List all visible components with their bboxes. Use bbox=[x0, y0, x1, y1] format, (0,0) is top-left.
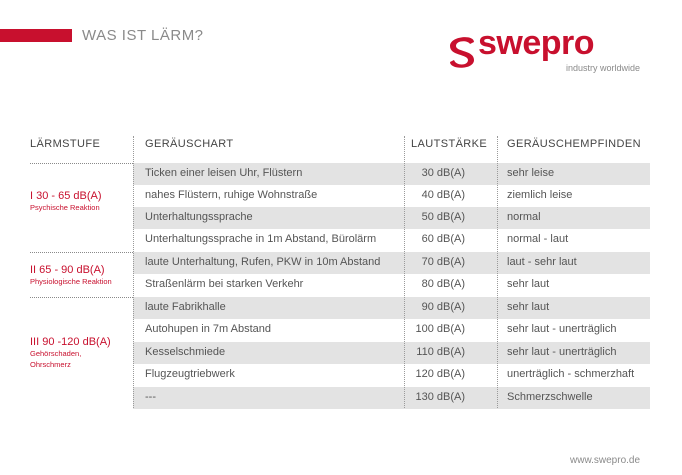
level-description: Ohrschmerz bbox=[30, 360, 71, 369]
level-description: Psychische Reaktion bbox=[30, 203, 100, 212]
noise-cell: --- bbox=[145, 391, 156, 403]
noise-cell: laute Unterhaltung, Rufen, PKW in 10m Abstand bbox=[145, 256, 381, 268]
col-header-geraeuschempfinden: GERÄUSCHEMPFINDEN bbox=[507, 138, 641, 150]
volume-cell: 50 dB(A) bbox=[421, 211, 465, 223]
noise-cell: Autohupen in 7m Abstand bbox=[145, 323, 271, 335]
perception-cell: sehr laut bbox=[507, 278, 550, 290]
table-row bbox=[133, 185, 650, 207]
level-range: I 30 - 65 dB(A) bbox=[30, 190, 102, 202]
col-header-geraeuschart: GERÄUSCHART bbox=[145, 138, 234, 150]
volume-cell: 100 dB(A) bbox=[415, 323, 465, 335]
perception-cell: sehr laut bbox=[507, 301, 550, 313]
noise-cell: Straßenlärm bei starken Verkehr bbox=[145, 278, 304, 290]
volume-cell: 120 dB(A) bbox=[415, 368, 465, 380]
level-description: Physiologische Reaktion bbox=[30, 277, 112, 286]
accent-bar bbox=[0, 29, 72, 42]
volume-cell: 60 dB(A) bbox=[421, 233, 465, 245]
level-divider bbox=[30, 297, 133, 298]
table-row bbox=[133, 364, 650, 386]
level-description: Gehörschaden, bbox=[30, 349, 82, 358]
level-range: III 90 -120 dB(A) bbox=[30, 336, 111, 348]
noise-cell: Unterhaltungssprache bbox=[145, 211, 253, 223]
perception-cell: normal bbox=[507, 211, 541, 223]
volume-cell: 80 dB(A) bbox=[421, 278, 465, 290]
col-header-laermstufe: LÄRMSTUFE bbox=[30, 138, 101, 150]
perception-cell: sehr leise bbox=[507, 167, 555, 179]
table-row bbox=[133, 297, 650, 319]
perception-cell: ziemlich leise bbox=[507, 189, 573, 201]
perception-cell: Schmerzschwelle bbox=[507, 391, 593, 403]
column-divider bbox=[497, 136, 498, 408]
perception-cell: normal - laut bbox=[507, 233, 569, 245]
noise-cell: Ticken einer leisen Uhr, Flüstern bbox=[145, 167, 303, 179]
noise-cell: Kesselschmiede bbox=[145, 346, 226, 358]
table-row bbox=[133, 387, 650, 409]
volume-cell: 130 dB(A) bbox=[415, 391, 465, 403]
volume-cell: 70 dB(A) bbox=[421, 256, 465, 268]
noise-cell: laute Fabrikhalle bbox=[145, 301, 226, 313]
perception-cell: sehr laut - unerträglich bbox=[507, 323, 617, 335]
perception-cell: laut - sehr laut bbox=[507, 256, 577, 268]
table-row bbox=[133, 163, 650, 185]
perception-cell: unerträglich - schmerzhaft bbox=[507, 368, 635, 380]
volume-cell: 90 dB(A) bbox=[421, 301, 465, 313]
volume-cell: 40 dB(A) bbox=[421, 189, 465, 201]
level-group-3 bbox=[30, 336, 111, 370]
table-row bbox=[133, 274, 650, 296]
footer-url: www.swepro.de bbox=[570, 455, 641, 466]
column-divider bbox=[133, 136, 134, 408]
brand-tagline: industry worldwide bbox=[566, 63, 641, 73]
volume-cell: 30 dB(A) bbox=[421, 167, 465, 179]
noise-cell: Flugzeugtriebwerk bbox=[145, 368, 235, 380]
level-group-2 bbox=[30, 264, 112, 287]
noise-cell: Unterhaltungssprache in 1m Abstand, Bürolärm bbox=[145, 233, 377, 245]
table-row bbox=[133, 252, 650, 274]
level-divider bbox=[30, 163, 133, 164]
perception-cell: sehr laut - unerträglich bbox=[507, 346, 617, 358]
table-row bbox=[133, 342, 650, 364]
brand-name: swepro bbox=[478, 24, 595, 62]
column-divider bbox=[404, 136, 405, 408]
level-range: II 65 - 90 dB(A) bbox=[30, 264, 105, 276]
col-header-lautstaerke: LAUTSTÄRKE bbox=[411, 138, 488, 150]
page-title: WAS IST LÄRM? bbox=[82, 27, 204, 44]
table-row bbox=[133, 319, 650, 341]
table-row bbox=[133, 229, 650, 251]
volume-cell: 110 dB(A) bbox=[416, 346, 465, 358]
noise-cell: nahes Flüstern, ruhige Wohnstraße bbox=[145, 189, 318, 201]
table-row bbox=[133, 207, 650, 229]
level-group-1 bbox=[30, 190, 102, 213]
level-divider bbox=[30, 252, 133, 253]
